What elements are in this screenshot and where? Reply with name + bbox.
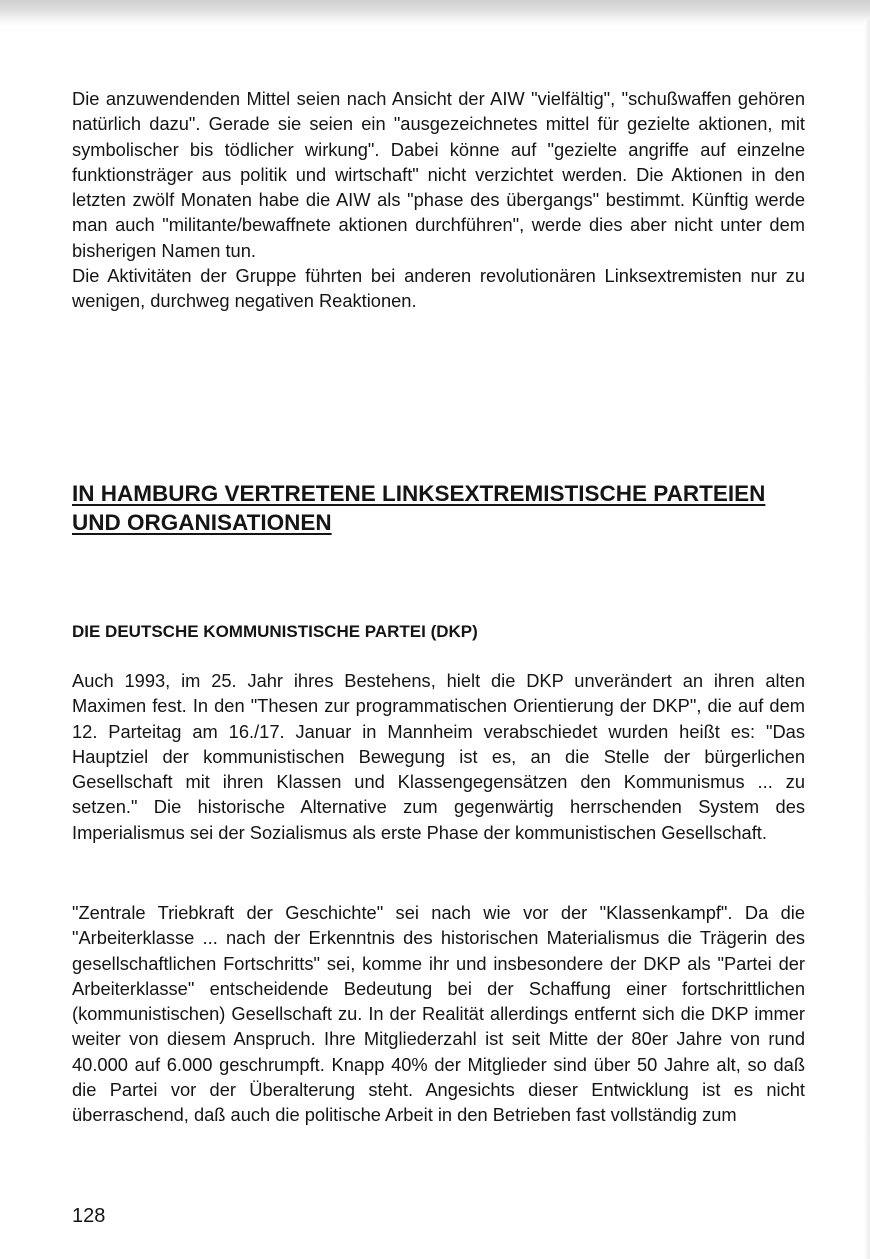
aiw-means-paragraph: Die anzuwendenden Mittel seien nach Ansicht der AIW "vielfältig", "schußwaffen gehören natürlich dazu". Gerade sie seien ein "ausgezeichnetes mittel für gezielte aktionen, mit symbolischer bis tödlicher wirkung". Dabei könne auf "gezielte angriffe auf einzelne funktionsträger aus politik und wirtschaft" nicht verzichtet werden. Die Aktionen in den letzten zwölf Monaten habe die AIW als "phase des übergangs" bestimmt. Künftig werde man auch "militante/bewaffnete aktionen durchführen", werde dies aber nicht unter dem bisherigen Namen tun. — [72, 88, 805, 261]
scan-right-edge — [864, 20, 870, 1259]
page-number: 128 — [72, 1205, 106, 1227]
intro-text-block — [72, 86, 805, 314]
dkp-paragraph-block-2 — [72, 900, 805, 1128]
section-heading: IN HAMBURG VERTRETENE LINKSEXTREMISTISCHE PARTEIEN UND ORGANISATIONEN — [72, 481, 766, 535]
dkp-class-struggle-paragraph: "Zentrale Triebkraft der Geschichte" sei nach wie vor der "Klassenkampf". Da die "Arbeiterklasse ... nach der Erkenntnis des historischen Materialismus die Trägerin des gesellschaftlichen Fortschritts" sei, komme ihr und insbesondere der DKP als "Partei der Arbeiterklasse" entscheidende Bedeutung bei der Schaffung einer fortschrittlichen (kommunistischen) Gesellschaft zu. In der Realität allerdings entfernt sich die DKP immer weiter von diesem Anspruch. Ihre Mitgliederzahl ist seit Mitte der 80er Jahre von rund 40.000 auf 6.000 geschrumpft. Knapp 40% der Mitglieder sind über 50 Jahre alt, so daß die Partei vor der Überalterung steht. Angesichts dieser Entwicklung ist es nicht überraschend, daß auch die politische Arbeit in den Betrieben fast vollständig zum — [72, 902, 805, 1126]
scan-top-shadow — [0, 0, 870, 26]
aiw-reactions-paragraph: Die Aktivitäten der Gruppe führten bei anderen revolutionären Linksextremisten nur zu wenigen, durchweg negativen Reaktionen. — [72, 265, 805, 312]
dkp-maxims-paragraph: Auch 1993, im 25. Jahr ihres Bestehens, hielt die DKP unverändert an ihren alten Maximen fest. In den "Thesen zur programmatischen Orientierung der DKP", die auf dem 12. Parteitag am 16./17. Januar in Mannheim verabschiedet wurden heißt es: "Das Hauptziel der kommunistischen Bewegung ist es, an die Stelle der bürgerlichen Gesellschaft mit ihren Klassen und Klassengegensätzen den Kommunismus ... zu setzen." Die historische Alternative zum gegenwärtig herrschenden System des Imperialismus sei der Sozialismus als erste Phase der kommunistischen Gesellschaft. — [72, 670, 805, 843]
dkp-paragraph-block-1 — [72, 668, 805, 845]
dkp-subheading: DIE DEUTSCHE KOMMUNISTISCHE PARTEI (DKP) — [72, 622, 478, 641]
